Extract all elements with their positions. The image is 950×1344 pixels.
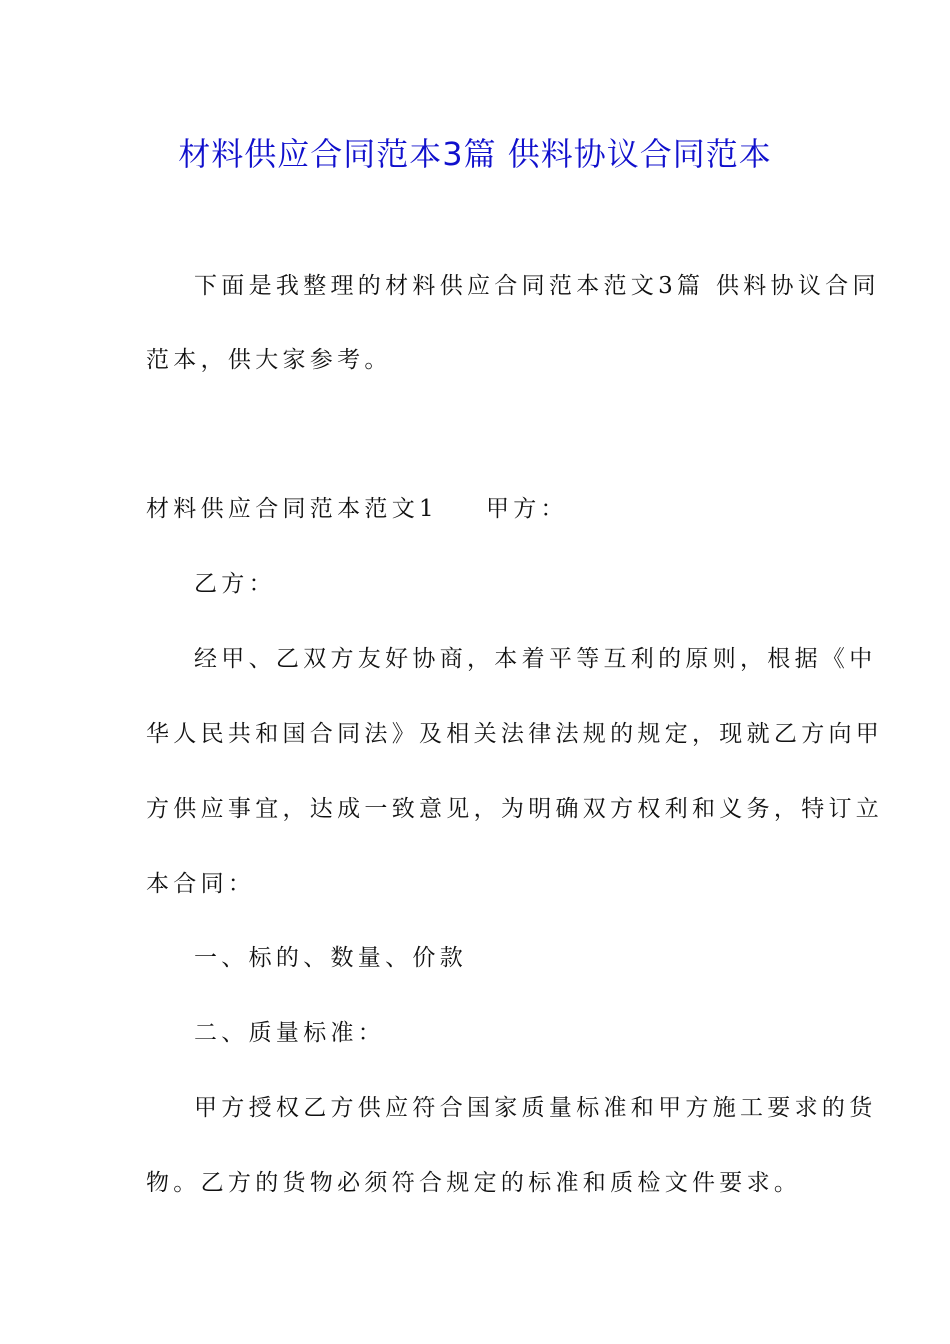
party-b-label: 乙方： <box>194 571 276 597</box>
paragraph-1-line-4: 本合同： <box>146 871 256 897</box>
paragraph-2-line-2: 物。乙方的货物必须符合规定的标准和质检文件要求。 <box>146 1170 802 1196</box>
clause-1-heading: 一、标的、数量、价款 <box>194 945 467 971</box>
party-a-label: 甲方： <box>485 496 568 522</box>
clause-2-heading: 二、质量标准： <box>194 1020 386 1046</box>
paragraph-2-line-1: 甲方授权乙方供应符合国家质量标准和甲方施工要求的货 <box>194 1095 877 1121</box>
section-1-heading: 材料供应合同范本范文1 <box>146 496 438 522</box>
intro-line-1: 下面是我整理的材料供应合同范本范文3篇 供料协议合同 <box>194 273 880 299</box>
paragraph-1-line-2: 华人民共和国合同法》及相关法律法规的规定，现就乙方向甲 <box>146 721 884 747</box>
paragraph-1-line-3: 方供应事宜，达成一致意见，为明确双方权利和义务，特订立 <box>146 796 884 822</box>
document-title: 材料供应合同范本3篇 供料协议合同范本 <box>178 135 772 173</box>
paragraph-1-line-1: 经甲、乙双方友好协商，本着平等互利的原则，根据《中 <box>194 646 877 672</box>
intro-line-2: 范本，供大家参考。 <box>146 347 392 373</box>
section-heading-line <box>146 493 568 525</box>
